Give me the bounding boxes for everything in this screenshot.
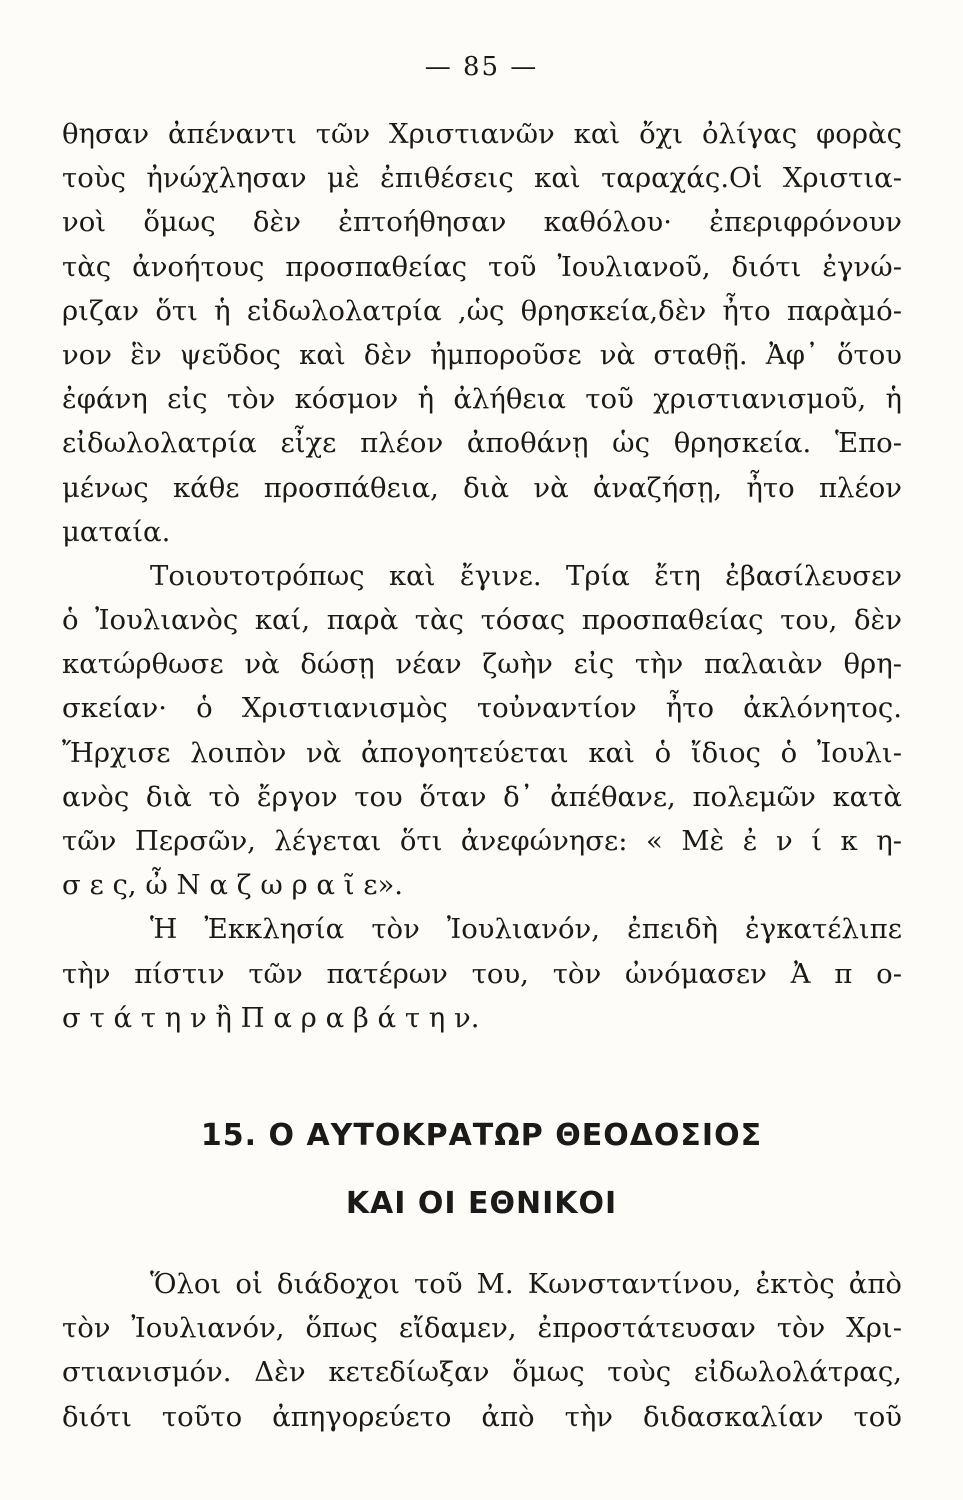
section-heading: 15. Ο ΑΥΤΟΚΡΑΤΩΡ ΘΕΟΔΟΣΙΟΣ (200, 1118, 763, 1153)
text-line: Ἡ Ἐκκλησία τὸν Ἰουλιανόν, ἐπειδὴ ἐγκατέλιπε (150, 913, 902, 946)
text-line: τῶν Περσῶν, λέγεται ὅτι ἀνεφώνησε: « Μὲ ἐ ν ί κ η- (62, 825, 902, 857)
text-line: κατώρθωσε νὰ δώσῃ νέαν ζωὴν εἰς τὴν παλαιὰν θρη- (62, 648, 902, 681)
text-line: στιανισμόν. Δὲν κετεδίωξαν ὅμως τοὺς εἰδωλολάτρας, (62, 1356, 902, 1389)
paragraph (62, 112, 902, 554)
paragraph (62, 1262, 902, 1439)
text-line: Ὅλοι οἱ διάδοχοι τοῦ Μ. Κωνσταντίνου, ἐκτὸς ἀπὸ (150, 1268, 902, 1300)
text-line: διότι τοῦτο ἀπηγορεύετο ἀπὸ τὴν διδασκαλίαν τοῦ (62, 1400, 902, 1433)
text-line: Ἤρχισε λοιπὸν νὰ ἀπογοητεύεται καὶ ὁ ἴδιος ὁ Ἰουλι- (62, 736, 902, 769)
text-line: νοὶ ὅμως δὲν ἐπτοήθησαν καθόλου· ἐπεριφρόνουν (62, 206, 902, 239)
text-line: τὰς ἀνοήτους προσπαθείας τοῦ Ἰουλιανοῦ, διότι ἐγνώ- (62, 250, 902, 283)
text-line: θησαν ἀπέναντι τῶν Χριστιανῶν καὶ ὄχι ὀλίγας φορὰς (62, 118, 902, 150)
text-line: Τοιουτοτρόπως καὶ ἔγινε. Τρία ἔτη ἐβασίλευσεν (150, 559, 902, 592)
text-line: νον ἓν ψεῦδος καὶ δὲν ἠμποροῦσε νὰ σταθῇ. Ἀφ᾽ ὅτου (62, 338, 902, 371)
paragraph (62, 554, 902, 908)
text-line: ματαία. (62, 515, 171, 548)
text-line: ανὸς διὰ τὸ ἔργον του ὅταν δ᾽ ἀπέθανε, πολεμῶν κατὰ (62, 780, 902, 813)
page-number: — 85 — (424, 52, 539, 82)
paragraph (62, 907, 902, 1040)
text-line: ὁ Ἰουλιανὸς καί, παρὰ τὰς τόσας προσπαθείας του, δὲν (62, 604, 902, 637)
text-line: τοὺς ἠνώχλησαν μὲ ἐπιθέσεις καὶ ταραχάς.Οἱ Χριστια- (62, 162, 902, 195)
text-line: τὸν Ἰουλιανόν, ὅπως εἴδαμεν, ἐπροστάτευσαν τὸν Χρι- (62, 1312, 902, 1345)
text-line: μένως κάθε προσπάθεια, διὰ νὰ ἀναζήσῃ, ἦτο πλέον (62, 471, 902, 504)
text-line: σ τ ά τ η ν ἢ Π α ρ α β ά τ η ν. (62, 1001, 480, 1034)
section-subheading: ΚΑΙ ΟΙ ΕΘΝΙΚΟΙ (345, 1186, 618, 1221)
body-text-bottom (62, 1262, 902, 1439)
text-line: σκείαν· ὁ Χριστιανισμὸς τοὐναντίον ἦτο ἀκλόνητος. (62, 692, 902, 725)
text-line: ριζαν ὅτι ἡ εἰδωλολατρία ,ὡς θρησκεία,δὲν ἦτο παρὰμό- (62, 294, 902, 327)
text-line: σ ε ς, ὦ Ν α ζ ω ρ α ῖ ε». (62, 869, 404, 902)
body-text-top (62, 112, 902, 1040)
text-line: εἰδωλολατρία εἶχε πλέον ἀποθάνῃ ὡς θρησκεία. Ἑπο- (62, 427, 902, 460)
text-line: τὴν πίστιν τῶν πατέρων του, τὸν ὠνόμασεν Ἀ π ο- (62, 957, 902, 990)
text-line: ἐφάνη εἰς τὸν κόσμον ἡ ἀλήθεια τοῦ χριστιανισμοῦ, ἡ (62, 383, 902, 416)
